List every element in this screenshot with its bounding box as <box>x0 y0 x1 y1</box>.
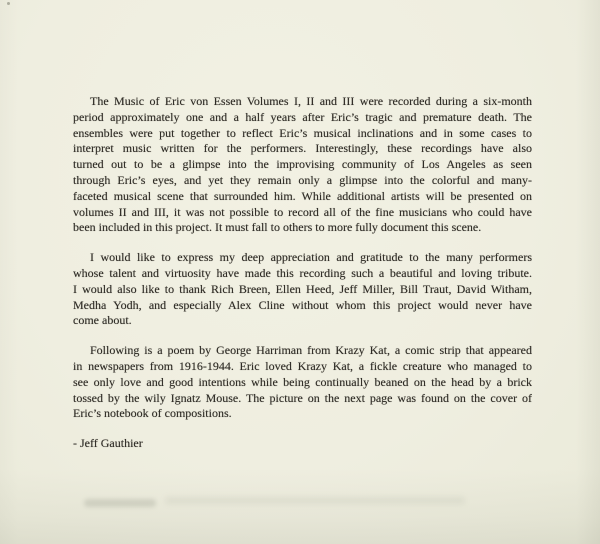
paragraph <box>73 250 532 329</box>
text-line: volumes II and III, it was not possible to record all of the fine musicians who could have <box>73 204 532 219</box>
bleedthrough-smudge <box>84 499 156 507</box>
paragraph <box>73 343 532 422</box>
text-line: ensembles were put together to reflect Eric’s musical inclinations and in some cases to <box>73 125 532 140</box>
text-line: period approximately one and a half years after Eric’s tragic and premature death. The <box>73 109 532 124</box>
text-line: I would like to express my deep appreciation and gratitude to the many performers <box>90 250 532 265</box>
text-line: Following is a poem by George Harriman from Krazy Kat, a comic strip that appeared <box>90 343 532 358</box>
bleedthrough-smudge <box>165 497 465 504</box>
text-line: interpret music written for the performers. Interestingly, these recordings have also <box>73 141 532 156</box>
signature: - Jeff Gauthier <box>73 436 143 451</box>
text-line: The Music of Eric von Essen Volumes I, II and III were recorded during a six-month <box>90 94 532 108</box>
liner-notes <box>73 94 532 452</box>
text-line: faceted musical scene that surrounded him. While additional artists will be presented on <box>73 188 532 203</box>
text-line: come about. <box>73 313 132 328</box>
text-line: I would also like to thank Rich Breen, Ellen Heed, Jeff Miller, Bill Traut, David Witham, <box>73 281 532 296</box>
paragraph <box>73 94 532 236</box>
text-line: in newspapers from 1916-1944. Eric loved Krazy Kat, a fickle creature who managed to <box>73 358 532 373</box>
text-line: Eric’s notebook of compositions. <box>73 406 232 421</box>
scan-speck <box>7 2 10 5</box>
text-line: whose talent and virtuosity have made this recording such a beautiful and loving tribute. <box>73 265 532 280</box>
paragraph-list <box>73 94 532 422</box>
text-line: turned out to be a glimpse into the improvising community of Los Angeles as seen <box>73 157 532 172</box>
text-line: see only love and good intentions while being continually beaned on the head by a brick <box>73 374 532 389</box>
text-line: Medha Yodh, and especially Alex Cline without whom this project would never have <box>73 297 532 312</box>
text-line: through Eric’s eyes, and yet they remain only a glimpse into the colorful and many- <box>73 172 532 187</box>
text-line: tossed by the wily Ignatz Mouse. The picture on the next page was found on the cover of <box>73 390 532 405</box>
text-line: been included in this project. It must fall to others to more fully document this scene. <box>73 220 482 235</box>
